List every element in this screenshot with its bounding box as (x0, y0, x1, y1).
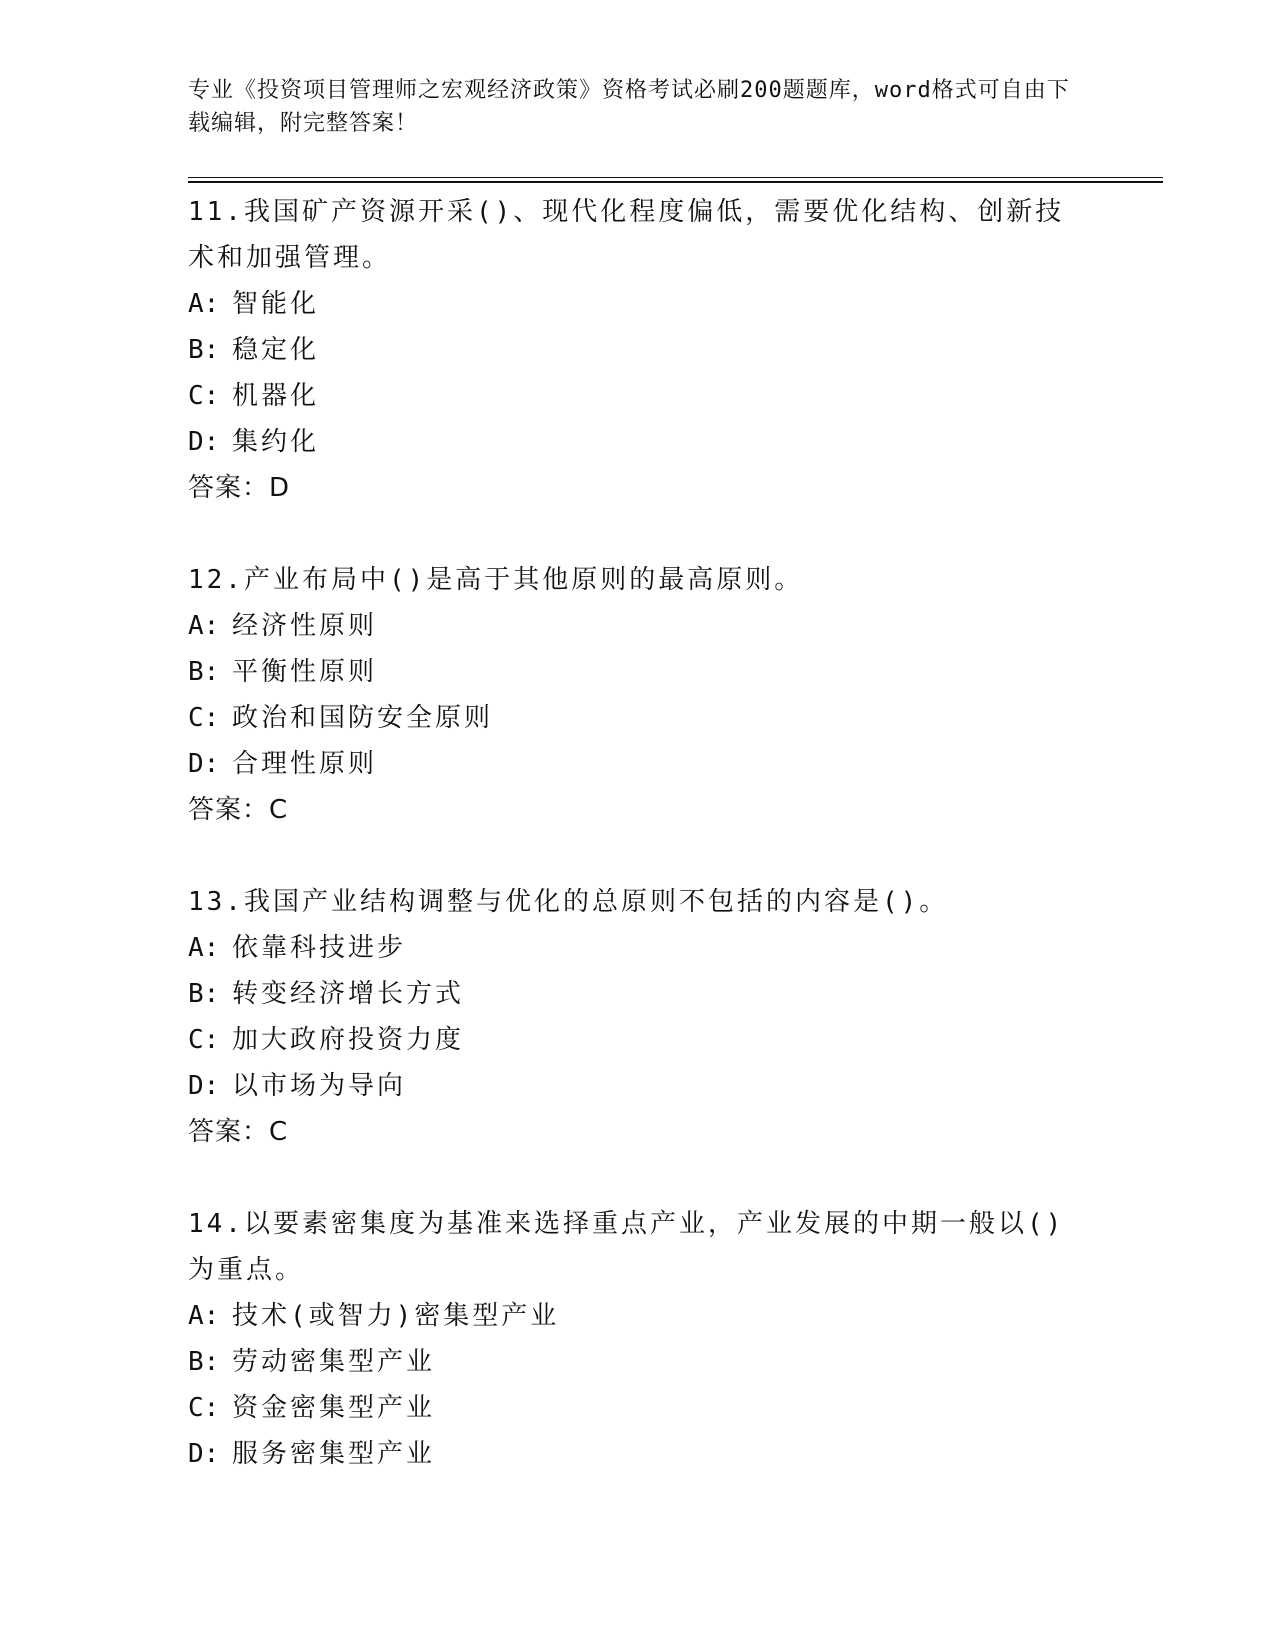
option-text: 转变经济增长方式 (232, 979, 465, 1009)
option-letter: A: (188, 1301, 220, 1331)
option-text: 机器化 (232, 381, 320, 411)
option-c (188, 695, 1088, 741)
option-letter: B: (188, 657, 220, 687)
question-stem: 11.我国矿产资源开采()、现代化程度偏低，需要优化结构、创新技术和加强管理。 (188, 197, 1065, 273)
option-text: 经济性原则 (232, 611, 378, 641)
header-divider-thick (188, 181, 1163, 183)
question-12 (188, 557, 1088, 833)
question-stem: 14.以要素密集度为基准来选择重点产业，产业发展的中期一般以()为重点。 (188, 1209, 1065, 1285)
option-letter: A: (188, 611, 220, 641)
option-c (188, 373, 1088, 419)
option-letter: B: (188, 335, 220, 365)
answer-line: 答案：C (188, 795, 289, 825)
option-text: 技术(或智力)密集型产业 (232, 1301, 560, 1331)
option-letter: C: (188, 1025, 220, 1055)
option-letter: C: (188, 381, 220, 411)
option-b (188, 971, 1088, 1017)
document-header: 专业《投资项目管理师之宏观经济政策》资格考试必刷200题题库，word格式可自由下载编辑，附完整答案！ (188, 78, 1070, 136)
option-text: 加大政府投资力度 (232, 1025, 465, 1055)
option-a (188, 281, 1088, 327)
answer-line: 答案：D (188, 473, 291, 503)
option-letter: A: (188, 933, 220, 963)
option-d (188, 1063, 1088, 1109)
option-b (188, 327, 1088, 373)
option-text: 以市场为导向 (232, 1071, 407, 1101)
option-text: 资金密集型产业 (232, 1393, 436, 1423)
option-text: 政治和国防安全原则 (232, 703, 494, 733)
option-letter: D: (188, 1439, 220, 1469)
option-text: 合理性原则 (232, 749, 378, 779)
option-d (188, 1431, 1088, 1477)
question-stem: 12.产业布局中()是高于其他原则的最高原则。 (188, 565, 804, 595)
option-text: 稳定化 (232, 335, 320, 365)
question-stem: 13.我国产业结构调整与优化的总原则不包括的内容是()。 (188, 887, 949, 917)
option-letter: C: (188, 703, 220, 733)
option-text: 平衡性原则 (232, 657, 378, 687)
option-a (188, 1293, 1088, 1339)
option-text: 服务密集型产业 (232, 1439, 436, 1469)
option-letter: D: (188, 427, 220, 457)
option-text: 劳动密集型产业 (232, 1347, 436, 1377)
option-text: 集约化 (232, 427, 320, 457)
option-b (188, 1339, 1088, 1385)
option-letter: D: (188, 749, 220, 779)
option-c (188, 1385, 1088, 1431)
question-list (188, 189, 1088, 1523)
question-14 (188, 1201, 1088, 1477)
option-a (188, 925, 1088, 971)
option-text: 智能化 (232, 289, 320, 319)
header-divider-thin (188, 177, 1163, 178)
option-b (188, 649, 1088, 695)
option-d (188, 741, 1088, 787)
option-letter: C: (188, 1393, 220, 1423)
answer-line: 答案：C (188, 1117, 289, 1147)
question-13 (188, 879, 1088, 1155)
option-letter: B: (188, 1347, 220, 1377)
option-letter: D: (188, 1071, 220, 1101)
option-letter: B: (188, 979, 220, 1009)
question-11 (188, 189, 1088, 511)
option-d (188, 419, 1088, 465)
option-letter: A: (188, 289, 220, 319)
option-a (188, 603, 1088, 649)
option-c (188, 1017, 1088, 1063)
option-text: 依靠科技进步 (232, 933, 407, 963)
